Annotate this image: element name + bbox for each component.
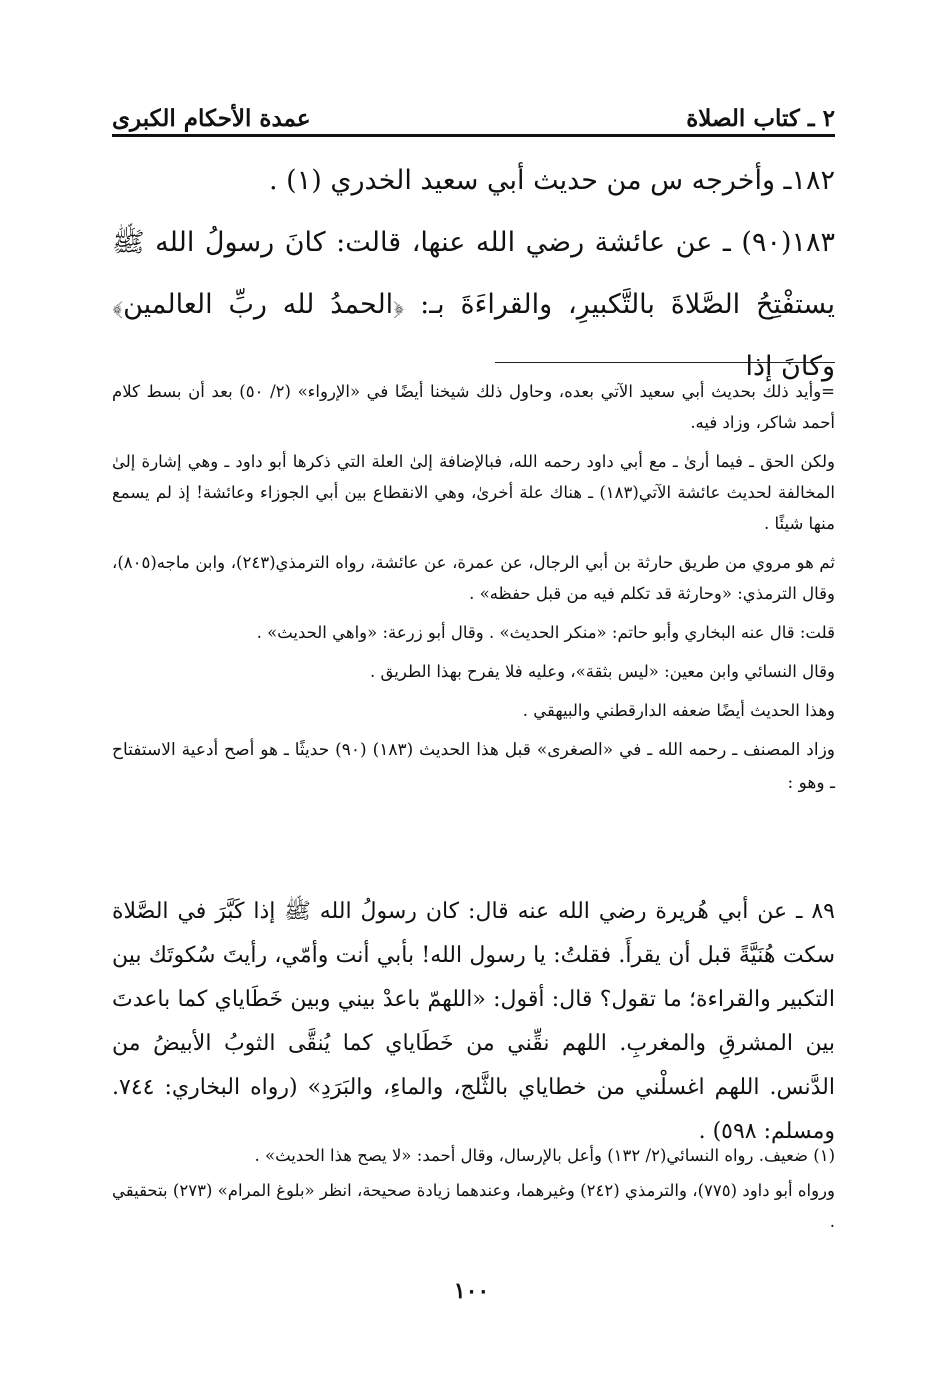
page-number: ١٠٠	[453, 1278, 490, 1304]
footnote-paragraph: قلت: قال عنه البخاري وأبو حاتم: «منكر الحديث» . وقال أبو زرعة: «واهي الحديث» .	[256, 623, 835, 642]
header-book-title: عمدة الأحكام الكبرى	[112, 105, 311, 132]
footnotes	[112, 376, 835, 808]
footnote-paragraph: وزاد المصنف ـ رحمه الله ـ في «الصغرى» قبل هذا الحديث (١٨٣) (٩٠) حديثًا ـ هو أصح أدعية الاستفتاح ـ وهو :	[112, 740, 835, 793]
header-chapter-title: ٢ ـ كتاب الصلاة	[686, 105, 835, 132]
footnote-paragraph: وهذا الحديث أيضًا ضعفه الدارقطني والبيهقي .	[522, 701, 835, 720]
main-text	[112, 150, 835, 398]
header-rule	[112, 134, 835, 137]
footnote-1-continued: ورواه أبو داود (٧٧٥)، والترمذي (٢٤٢) وغيرهما، وعندهما زيادة صحيحة، انظر «بلوغ المرام» (٢٧٣) بتحقيقي .	[112, 1181, 835, 1231]
footnote-paragraph: وقال النسائي وابن معين: «ليس بثقة»، وعليه فلا يفرح بهذا الطريق .	[370, 662, 835, 681]
bottom-footnotes	[112, 1140, 835, 1241]
running-header	[112, 90, 835, 132]
footnote-paragraph: ثم هو مروي من طريق حارثة بن أبي الرجال، عن عمرة، عن عائشة، رواه الترمذي(٢٤٣)، وابن ماجه(٨٠٥)، وقال الترمذي: «وحارثة قد تكلم فيه من قبل حفظه» .	[112, 553, 835, 603]
footnote-paragraph: ولكن الحق ـ فيما أرىٰ ـ مع أبي داود رحمه الله، فبالإضافة إلىٰ العلة التي ذكرها أبو داود ـ وهي إشارة إلىٰ المخالفة لحديث عائشة الآتي(١٨٣) ـ هناك علة أخرىٰ، وهي الانقطاع بين أبي الجوزاء وعائشة! إذ لم يسمع منها شيئًا .	[112, 452, 835, 533]
footnote-separator	[495, 362, 835, 363]
hadith-89-text: ٨٩ ـ عن أبي هُريرة رضي الله عنه قال: كان رسولُ الله ﷺ إذا كَبَّرَ في الصَّلاة سكت هُنَيَّةً قبل أن يقرأَ. فقلتُ: يا رسول الله! بأبي أنت وأمّي، رأيتَ سُكوتَك بين التكبير والقراءة؛ ما تقول؟ قال: أقول: «اللهمّ باعدْ بيني وبين خَطَاياي كما باعدتَ بين المشرقِ والمغربِ. اللهم نقِّني من خَطَاياي كما يُنقَّى الثوبُ الأبيضُ من الدَّنس. اللهم اغسلْني من خطاياي بالثَّلج، والماءِ، والبَرَدِ» (رواه البخاري: ٧٤٤. ومسلم: ٥٩٨) .	[112, 899, 835, 1144]
hadith-183: ١٨٣(٩٠) ـ عن عائشة رضي الله عنها، قالت: كانَ رسولُ الله ﷺ يستفْتِحُ الصَّلاةَ بالتَّكبيرِ، والقراءَةَ بـ: ﴿الحمدُ لله ربِّ العالمين﴾ وكانَ إذا	[112, 227, 836, 382]
hadith-182: ١٨٢ـ وأخرجه س من حديث أبي سعيد الخدري (١) .	[269, 165, 835, 196]
footnote-paragraph: =وأيد ذلك بحديث أبي سعيد الآتي بعده، وحاول ذلك شيخنا أيضًا في «الإرواء» (٢/ ٥٠) بعد أن بسط كلام أحمد شاكر، وزاد فيه.	[112, 382, 835, 432]
footnote-1: (١) ضعيف. رواه النسائي(٢/ ١٣٢) وأعل بالإرسال، وقال أحمد: «لا يصح هذا الحديث» .	[254, 1146, 835, 1165]
hadith-89	[112, 890, 835, 1154]
